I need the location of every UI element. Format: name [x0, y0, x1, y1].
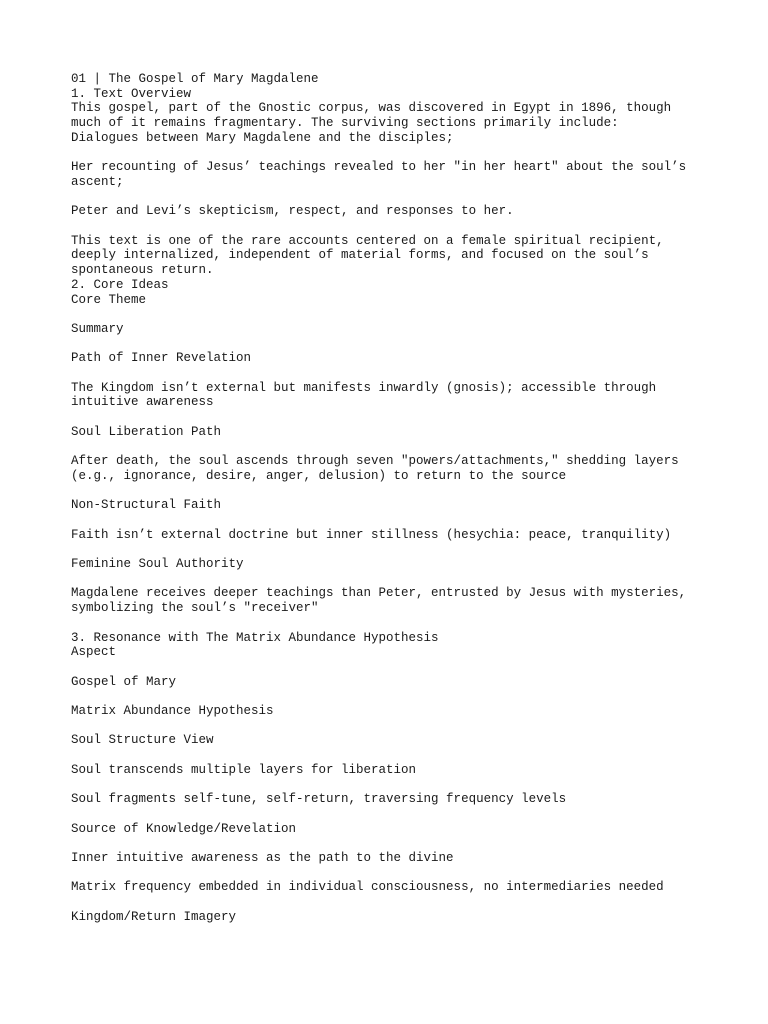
paragraph-line: Peter and Levi’s skepticism, respect, and responses to her. [71, 204, 514, 219]
table-cell: Soul fragments self-tune, self-return, traversing frequency levels [71, 792, 567, 807]
table-cell: Feminine Soul Authority [71, 557, 244, 572]
paragraph-line: spontaneous return. [71, 263, 214, 278]
table-cell: Non-Structural Faith [71, 498, 222, 513]
table-header-cell: Aspect [71, 645, 117, 660]
section-heading-resonance: 3. Resonance with The Matrix Abundance Hypothesis [71, 630, 439, 645]
section-heading-overview: 1. Text Overview [71, 86, 192, 101]
table-cell: Inner intuitive awareness as the path to the divine [71, 850, 454, 865]
paragraph-line: ascent; [71, 174, 124, 189]
table-cell: Soul Structure View [71, 733, 214, 748]
paragraph-line: Her recounting of Jesus’ teachings revealed to her "in her heart" about the soul’s [71, 160, 687, 175]
table-cell: After death, the soul ascends through seven "powers/attachments," shedding layers [71, 454, 679, 469]
table-cell: Source of Knowledge/Revelation [71, 821, 297, 836]
document-title: 01 | The Gospel of Mary Magdalene [71, 72, 319, 86]
table-cell: Soul Liberation Path [71, 424, 222, 439]
paragraph-line: This gospel, part of the Gnostic corpus, was discovered in Egypt in 1896, though [71, 101, 672, 116]
table-cell: intuitive awareness [71, 395, 214, 410]
table-cell: Kingdom/Return Imagery [71, 909, 237, 924]
document-page [71, 72, 711, 924]
table-cell: Faith isn’t external doctrine but inner stillness (hesychia: peace, tranquility) [71, 527, 672, 542]
table-cell: The Kingdom isn’t external but manifests inwardly (gnosis); accessible through [71, 380, 657, 395]
table-header-cell: Matrix Abundance Hypothesis [71, 704, 274, 718]
paragraph-line: Dialogues between Mary Magdalene and the disciples; [71, 130, 454, 145]
table-cell: Path of Inner Revelation [71, 351, 252, 366]
table-cell: Soul transcends multiple layers for liberation [71, 762, 417, 777]
table-cell: Matrix frequency embedded in individual consciousness, no intermediaries needed [71, 880, 664, 895]
table-header-cell: Gospel of Mary [71, 674, 177, 689]
section-heading-core-ideas: 2. Core Ideas [71, 277, 169, 292]
table-header-cell: Summary [71, 321, 124, 336]
table-cell: (e.g., ignorance, desire, anger, delusion) to return to the source [71, 468, 567, 483]
table-cell: Magdalene receives deeper teachings than Peter, entrusted by Jesus with mysteries, [71, 586, 687, 601]
table-header-cell: Core Theme [71, 292, 147, 307]
paragraph-line: This text is one of the rare accounts centered on a female spiritual recipient, [71, 233, 664, 248]
paragraph-line: much of it remains fragmentary. The surviving sections primarily include: [71, 116, 619, 131]
paragraph-line: deeply internalized, independent of material forms, and focused on the soul’s [71, 248, 649, 263]
table-cell: symbolizing the soul’s "receiver" [71, 601, 319, 616]
